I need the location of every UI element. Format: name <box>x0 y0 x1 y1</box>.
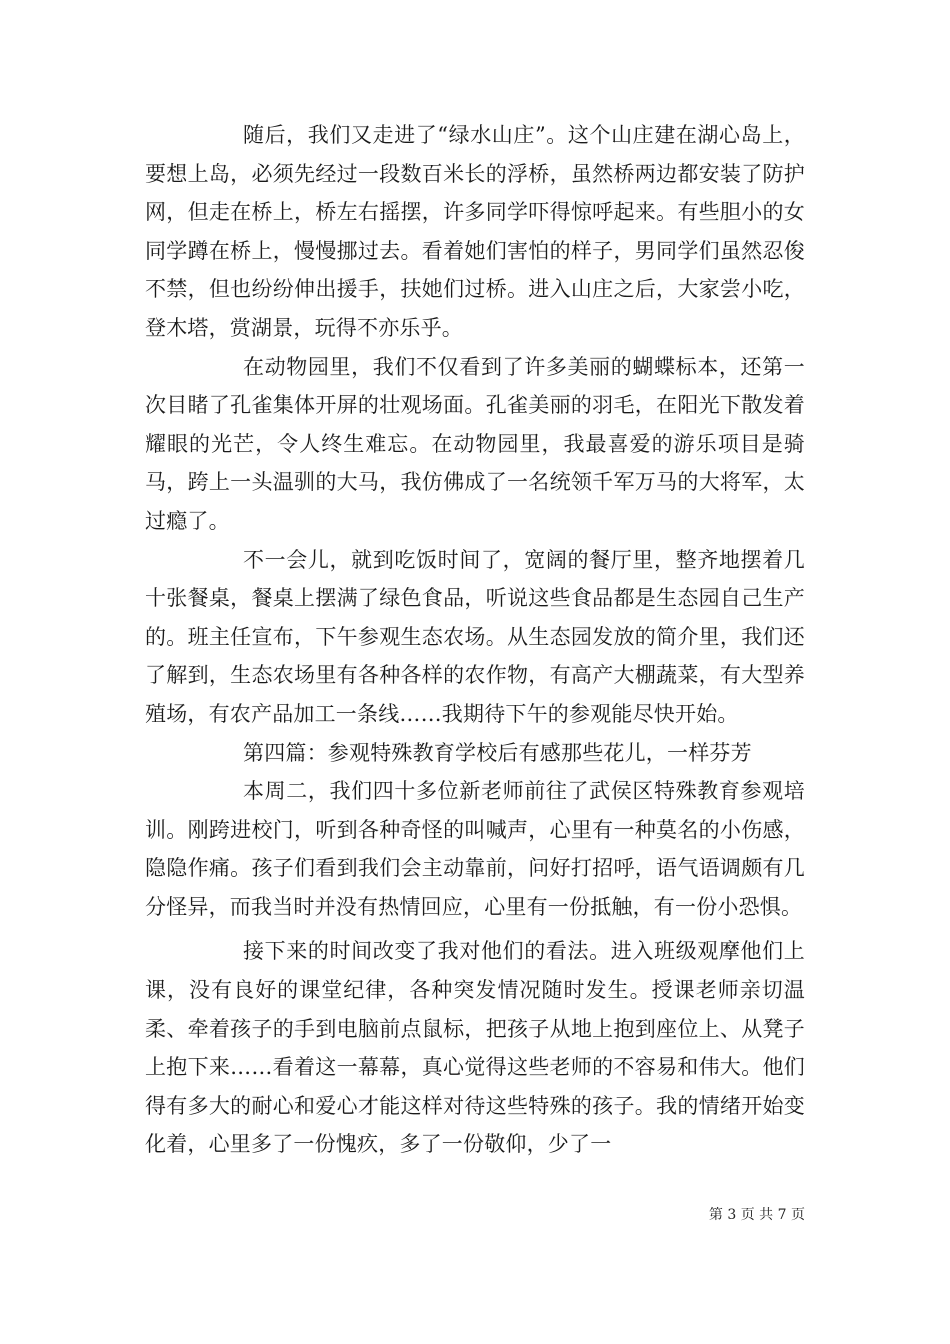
section-heading-part-four: 第四篇：参观特殊教育学校后有感那些花儿，一样芬芳 <box>243 740 752 765</box>
paragraph-green-water-villa: 随后，我们又走进了“绿水山庄”。这个山庄建在湖心岛上，要想上岛，必须先经过一段数百米长的浮桥，虽然桥两边都安装了防护网，但走在桥上，桥左右摇摆，许多同学吓得惊呼起来。有些胆小的女同学蹲在桥上，慢慢挪过去。看着她们害怕的样子，男同学们虽然忍俊不禁，但也纷纷伸出援手，扶她们过桥。进入山庄之后，大家尝小吃，登木塔，赏湖景，玩得不亦乐乎。 <box>145 123 805 340</box>
paragraph-zoo: 在动物园里，我们不仅看到了许多美丽的蝴蝶标本，还第一次目睹了孔雀集体开屏的壮观场面。孔雀美丽的羽毛，在阳光下散发着耀眼的光芒，令人终生难忘。在动物园里，我最喜爱的游乐项目是骑马，跨上一头温驯的大马，我仿佛成了一名统领千军万马的大将军，太过瘾了。 <box>145 354 805 533</box>
paragraph-changed-view: 接下来的时间改变了我对他们的看法。进入班级观摩他们上课，没有良好的课堂纪律，各种突发情况随时发生。授课老师亲切温柔、牵着孩子的手到电脑前点鼠标，把孩子从地上抱到座位上、从凳子上抱下来……看着这一幕幕，真心觉得这些老师的不容易和伟大。他们得有多大的耐心和爱心才能这样对待这些特殊的孩子。我的情绪开始变化着，心里多了一份愧疚，多了一份敬仰，少了一 <box>145 939 805 1157</box>
paragraph-lunch: 不一会儿，就到吃饭时间了，宽阔的餐厅里，整齐地摆着几十张餐桌，餐桌上摆满了绿色食品，听说这些食品都是生态园自己生产的。班主任宣布，下午参观生态农场。从生态园发放的简介里，我们还了解到，生态农场里有各种各样的农作物，有高产大棚蔬菜，有大型养殖场，有农产品加工一条线……我期待下午的参观能尽快开始。 <box>145 547 805 726</box>
page-number: 第 3 页 共 7 页 <box>708 1207 805 1223</box>
document-body <box>145 116 805 1164</box>
page-footer <box>0 1204 950 1224</box>
paragraph-special-school-visit: 本周二，我们四十多位新老师前往了武侯区特殊教育参观培训。刚跨进校门，听到各种奇怪的叫喊声，心里有一种莫名的小伤感，隐隐作痛。孩子们看到我们会主动靠前，问好打招呼，语气语调颇有几分怪异，而我当时并没有热情回应，心里有一份抵触，有一份小恐惧。 <box>145 779 805 919</box>
